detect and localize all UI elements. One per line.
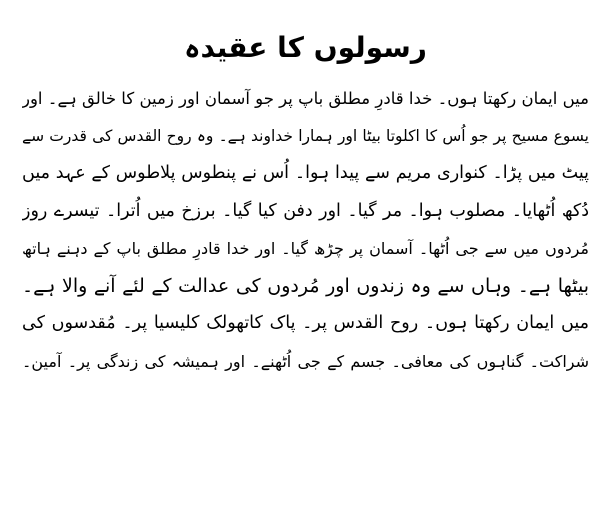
text-line-2: یسوع مسیح پر جو اُس کا اکلوتا بیٹا اور ہمارا خداوند ہے۔ وہ روح القدس کی قدرت سے	[22, 126, 589, 145]
text-line-8: شراکت۔ گناہوں کی معافی۔ جسم کے جی اُٹھنے۔ اور ہمیشہ کی زندگی پر۔ آمین۔	[22, 351, 589, 371]
creed-text	[22, 80, 589, 380]
text-line-1: میں ایمان رکھتا ہوں۔ خدا قادرِ مطلق باپ پر جو آسمان اور زمین کا خالق ہے۔ اور	[22, 89, 589, 108]
text-line-6: بیٹھا ہے۔ وہاں سے وہ زندوں اور مُردوں کی عدالت کے لئے آنے والا ہے۔	[22, 274, 589, 297]
text-line-5: مُردوں میں سے جی اُٹھا۔ آسمان پر چڑھ گیا۔ اور خدا قادرِ مطلق باپ کے دہنے ہاتھ	[22, 239, 589, 258]
text-line-4: دُکھ اُٹھایا۔ مصلوب ہوا۔ مر گیا۔ اور دفن کیا گیا۔ برزخ میں اُترا۔ تیسرے روز	[22, 200, 589, 221]
text-line-7: میں ایمان رکھتا ہوں۔ روح القدس پر۔ پاک کاتھولک کلیسیا پر۔ مُقدسوں کی	[22, 313, 589, 333]
document-title: رسولوں کا عقیدہ	[184, 31, 427, 64]
text-line-3: پیٹ میں پڑا۔ کنواری مریم سے پیدا ہوا۔ اُس نے پنطوس پلاطوس کے عہد میں	[22, 163, 589, 183]
